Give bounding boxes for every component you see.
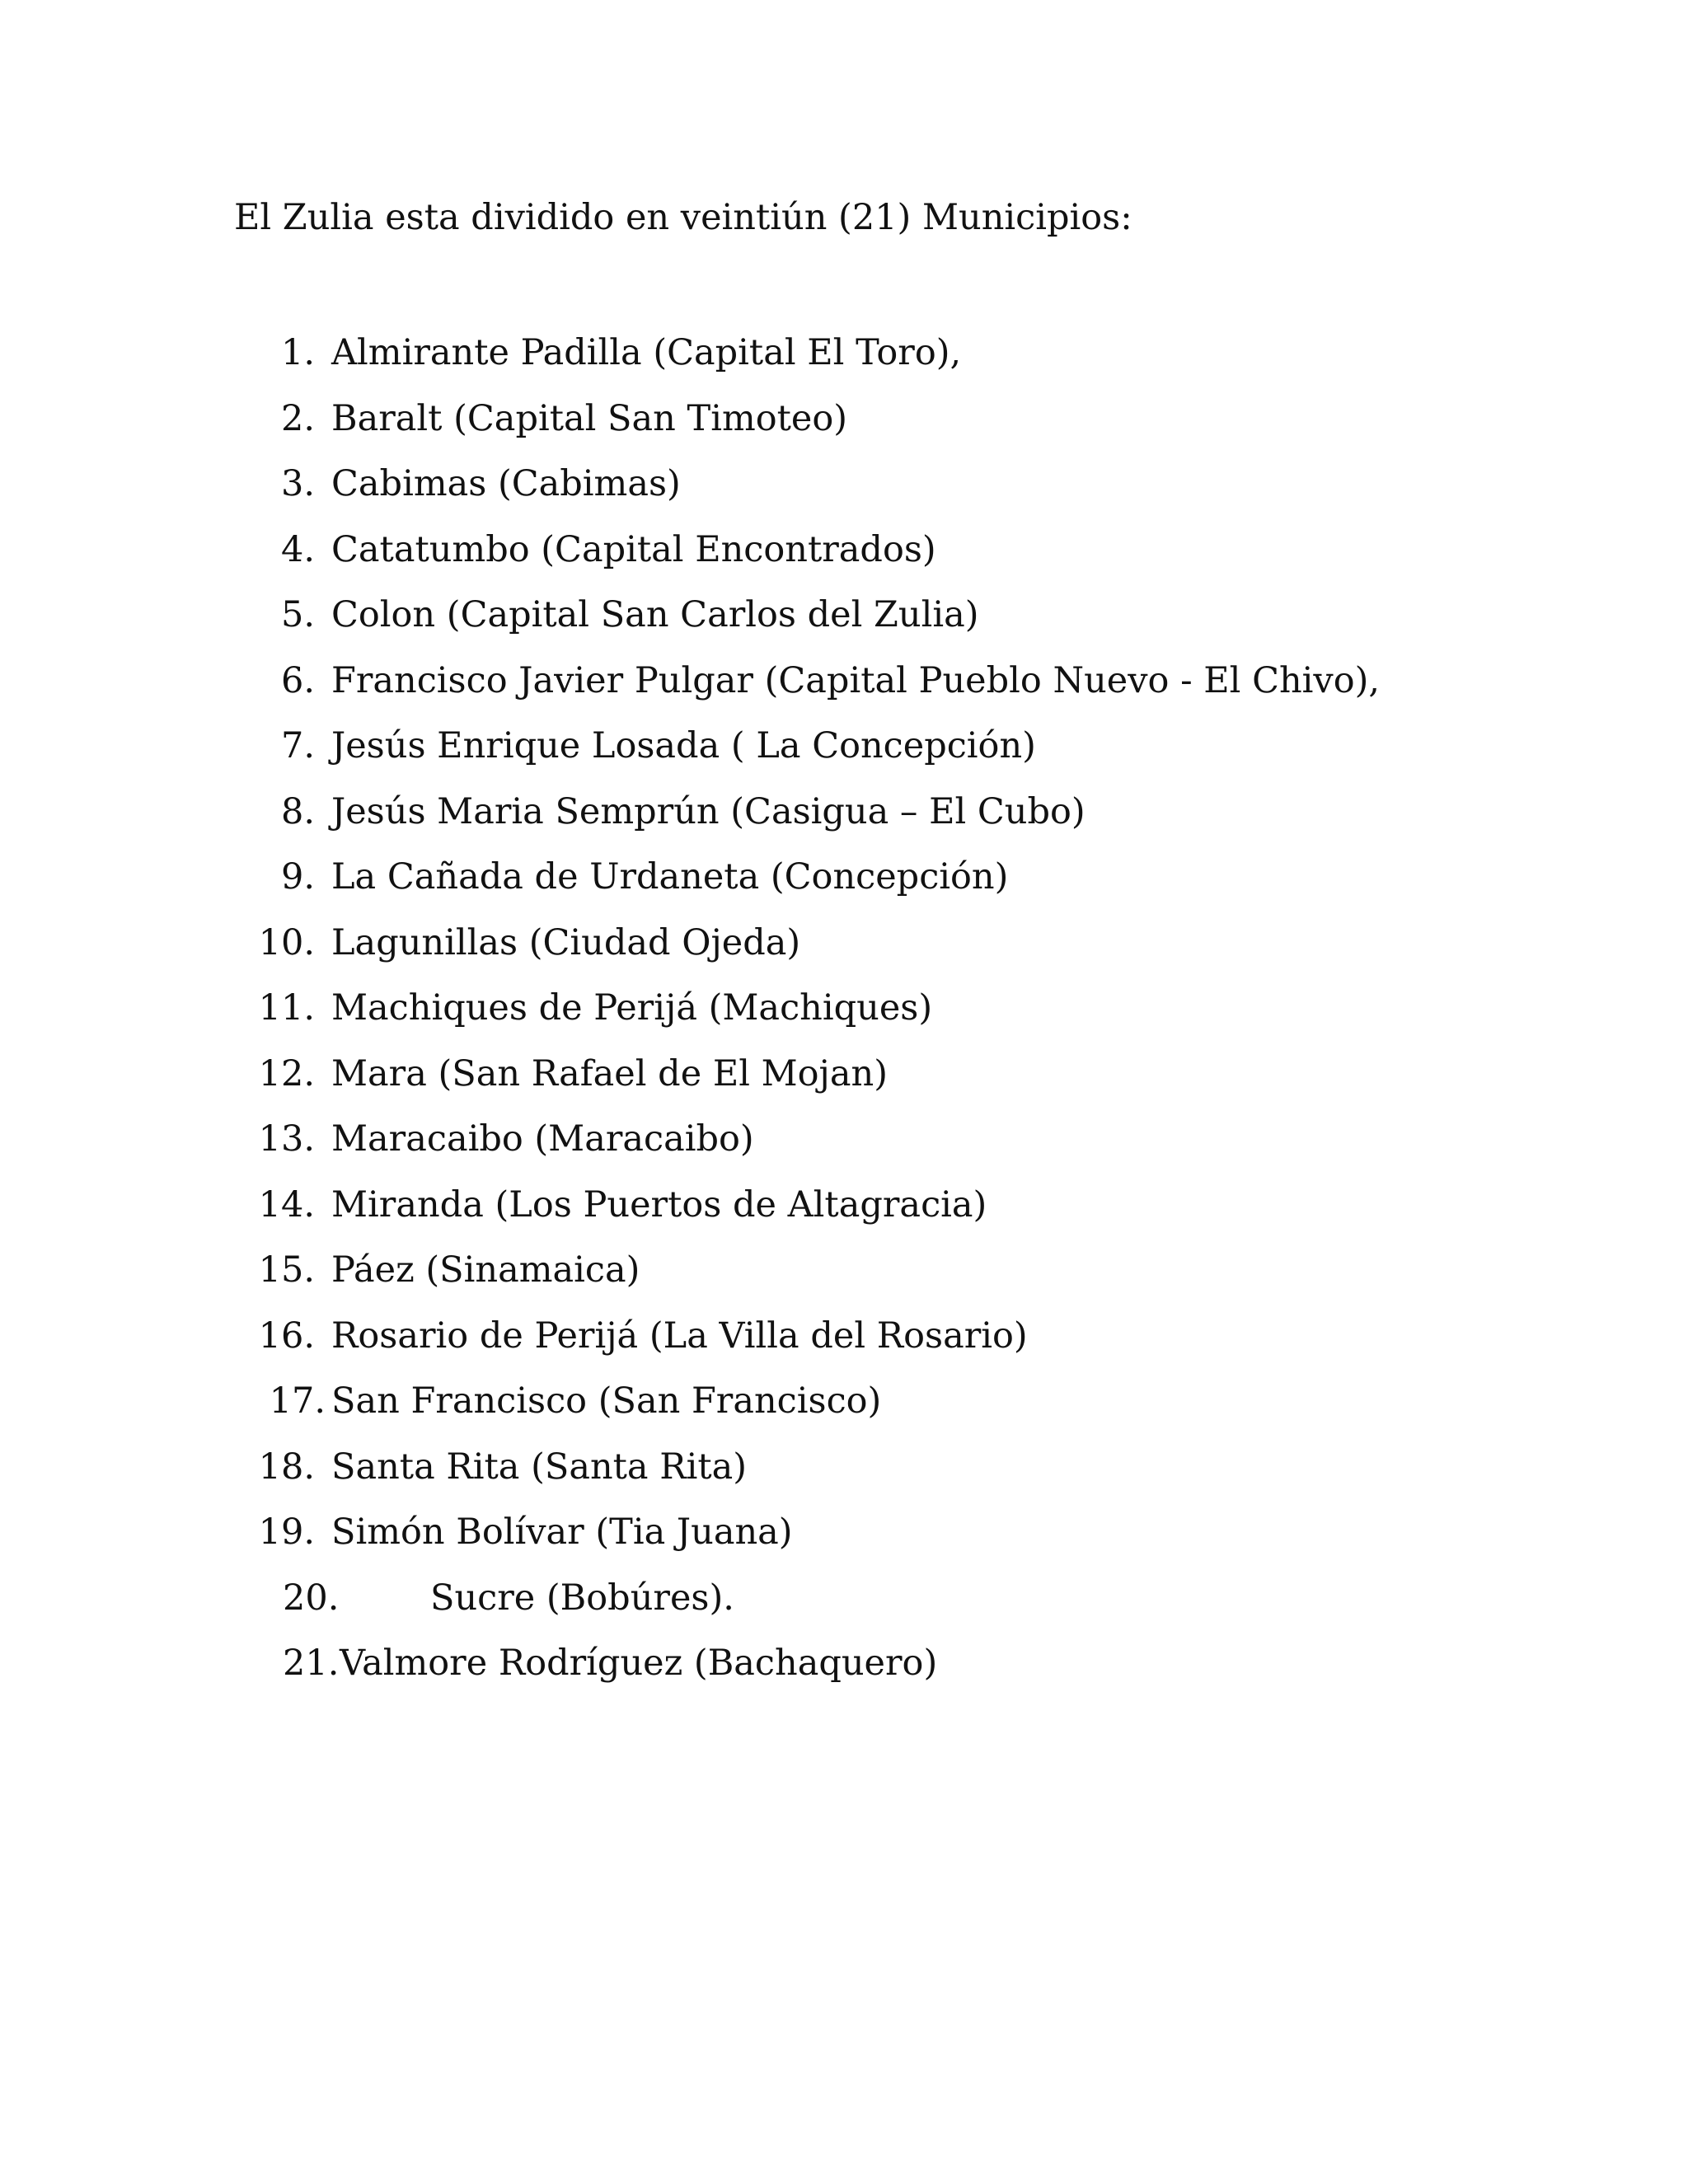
list-item <box>0 396 1688 462</box>
item-text: Catatumbo (Capital Encontrados) <box>331 528 936 570</box>
item-number: 21. <box>283 1643 340 1684</box>
item-text: Machiques de Perijá (Machiques) <box>331 987 933 1029</box>
item-text: Santa Rita (Santa Rita) <box>331 1446 748 1488</box>
list-item <box>0 527 1688 593</box>
item-text: Rosario de Perijá (La Villa del Rosario) <box>331 1315 1028 1357</box>
item-number: 15. <box>258 1249 315 1291</box>
item-number: 20. <box>283 1577 340 1619</box>
list-item <box>0 1247 1688 1313</box>
item-text: San Francisco (San Francisco) <box>331 1380 882 1422</box>
item-text: Mara (San Rafael de El Mojan) <box>331 1052 888 1094</box>
item-number: 8. <box>280 790 315 832</box>
item-text: La Cañada de Urdaneta (Concepción) <box>331 856 1009 898</box>
item-text: Baralt (Capital San Timoteo) <box>331 397 847 439</box>
list-item <box>0 592 1688 658</box>
item-text: Jesús Enrique Losada ( La Concepción) <box>331 725 1036 766</box>
list-item <box>0 1116 1688 1182</box>
list-item <box>0 985 1688 1051</box>
list-item <box>0 330 1688 396</box>
item-text: Páez (Sinamaica) <box>331 1249 640 1291</box>
item-text: Lagunillas (Ciudad Ojeda) <box>331 921 801 963</box>
item-text: Almirante Padilla (Capital El Toro), <box>331 332 962 373</box>
list-item <box>0 723 1688 789</box>
item-number: 13. <box>258 1118 315 1160</box>
item-number: 19. <box>258 1511 315 1553</box>
item-number: 9. <box>280 856 315 898</box>
item-number: 5. <box>280 594 315 635</box>
item-number: 10. <box>258 921 315 963</box>
item-number: 18. <box>258 1446 315 1488</box>
item-number: 3. <box>280 463 315 504</box>
item-number: 12. <box>258 1052 315 1094</box>
item-number: 14. <box>258 1183 315 1226</box>
item-text: Simón Bolívar (Tia Juana) <box>331 1511 793 1553</box>
item-number: 17. <box>269 1380 326 1422</box>
item-text: Maracaibo (Maracaibo) <box>331 1118 754 1160</box>
list-item <box>0 920 1688 986</box>
item-text: Jesús Maria Semprún (Casigua – El Cubo) <box>331 790 1085 832</box>
list-item <box>0 1378 1688 1444</box>
list-item <box>0 461 1688 527</box>
list-item <box>0 789 1688 855</box>
item-text: Francisco Javier Pulgar (Capital Pueblo Nuevo - El Chivo), <box>331 659 1381 701</box>
item-number: 2. <box>280 397 315 439</box>
list-item <box>0 1509 1688 1575</box>
list-item <box>0 1313 1688 1379</box>
item-number: 6. <box>280 659 315 701</box>
item-number: 7. <box>280 725 315 766</box>
item-text: Valmore Rodríguez (Bachaquero) <box>340 1643 938 1684</box>
list-item <box>0 854 1688 920</box>
item-text: Sucre (Bobúres). <box>430 1577 734 1619</box>
item-number: 11. <box>258 987 315 1029</box>
item-number: 4. <box>280 528 315 570</box>
list-item <box>0 1640 1688 1706</box>
list-item <box>0 658 1688 724</box>
list-item <box>0 1051 1688 1117</box>
item-text: Miranda (Los Puertos de Altagracia) <box>331 1183 987 1226</box>
item-text: Colon (Capital San Carlos del Zulia) <box>331 594 979 635</box>
item-text: Cabimas (Cabimas) <box>331 463 681 504</box>
item-number: 16. <box>258 1315 315 1357</box>
list-item <box>0 1444 1688 1510</box>
list-item <box>0 1575 1688 1641</box>
item-number: 1. <box>280 332 315 373</box>
intro-paragraph: El Zulia esta dividido en veintiún (21) Municipios: <box>234 197 1132 238</box>
municipalities-list <box>0 330 1688 1706</box>
list-item <box>0 1182 1688 1248</box>
